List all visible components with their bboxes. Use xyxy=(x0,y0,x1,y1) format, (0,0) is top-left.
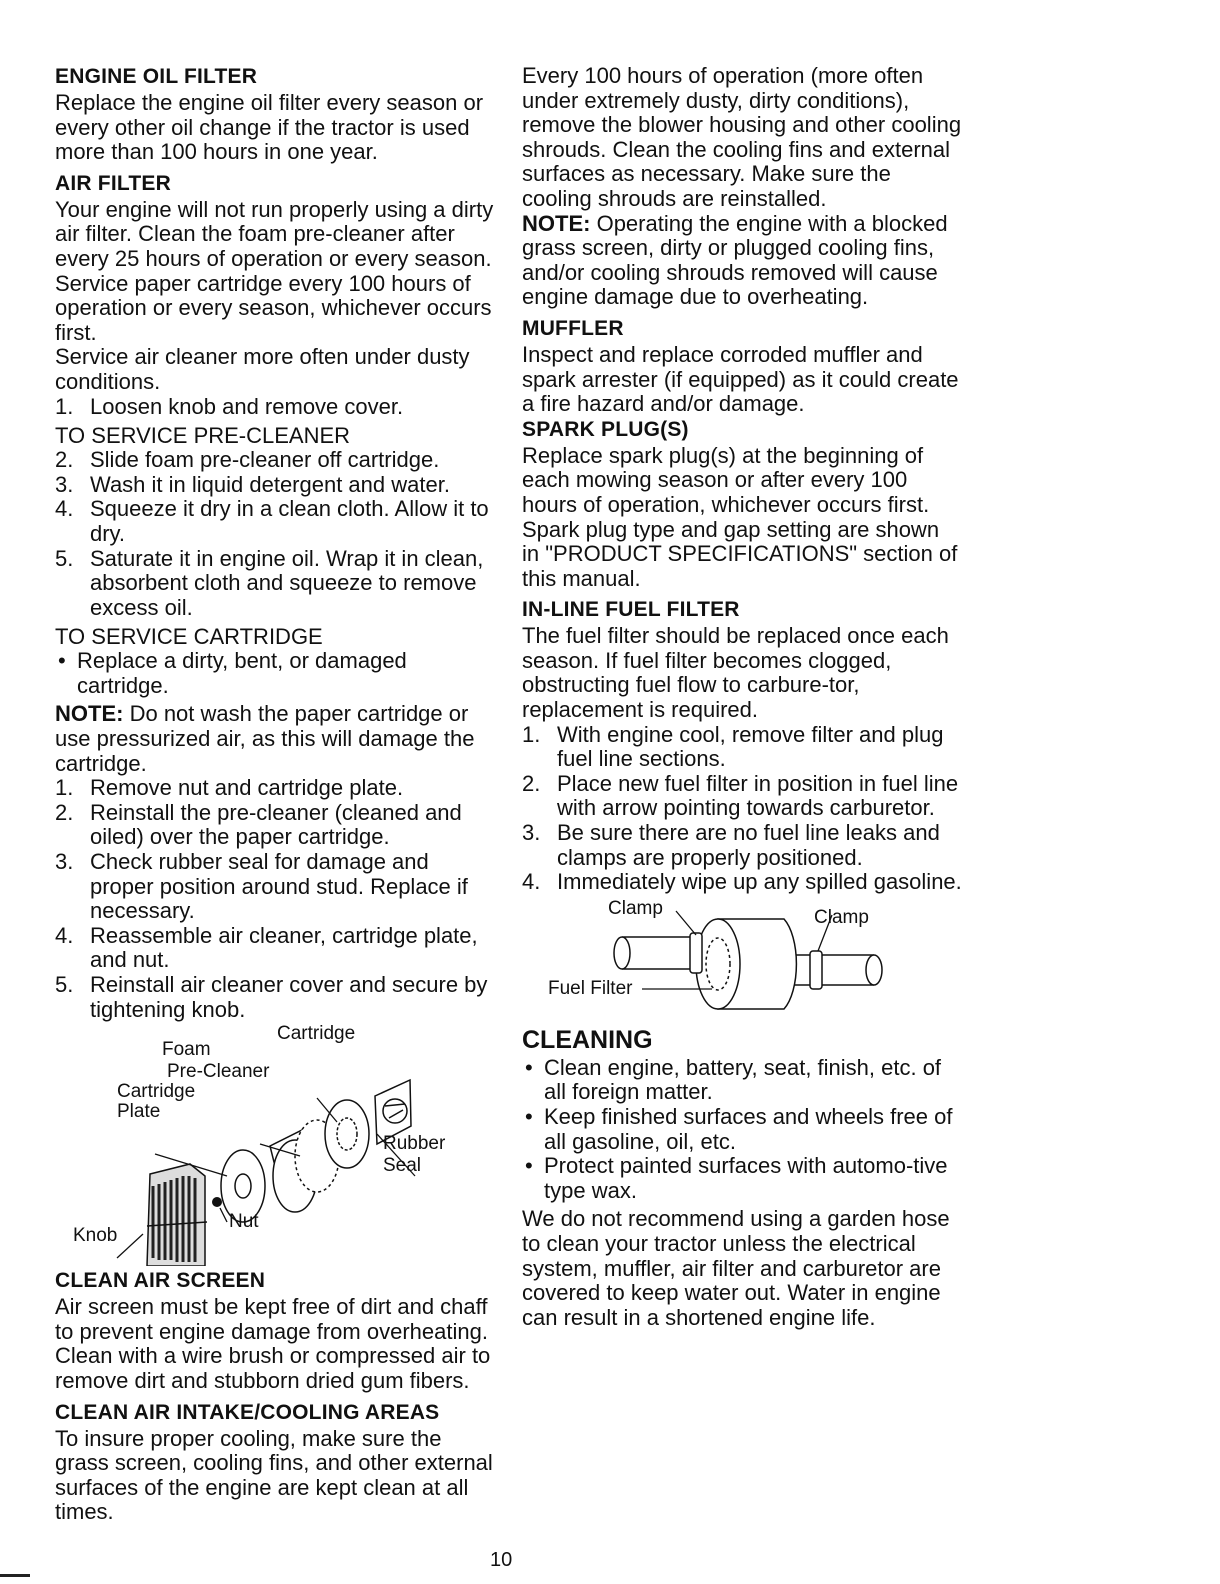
cartridge-steps xyxy=(55,776,495,1022)
bullet-icon: • xyxy=(525,1153,533,1179)
note-text: Do not wash the paper cartridge or use pressurized air, as this will damage the cartridge. xyxy=(55,701,475,776)
list-item: 2. Place new fuel filter in position in fuel line with arrow pointing towards carburetor. xyxy=(522,770,959,821)
pre-cleaner-heading: TO SERVICE PRE-CLEANER xyxy=(55,423,351,449)
nut-shape xyxy=(212,1197,222,1207)
pre-cleaner-steps xyxy=(55,448,495,620)
air-filter-dusty-text: Service air cleaner more often under dusty conditions. xyxy=(55,344,470,394)
label-cartridge-plate-1: Cartridge xyxy=(117,1081,196,1103)
clean-air-intake-heading: CLEAN AIR INTAKE/COOLING AREAS xyxy=(55,1400,440,1424)
list-item: 2. Reinstall the pre-cleaner (cleaned and oiled) over the paper cartridge. xyxy=(55,799,462,850)
air-filter-step1: Loosen knob and remove cover. xyxy=(90,393,404,419)
list-item: • Protect painted surfaces with automo-tive type wax. xyxy=(525,1153,948,1203)
clean-air-intake-text: To insure proper cooling, make sure the grass screen, cooling fins, and other external surfaces of the engine are kept clean at all times. xyxy=(55,1425,493,1525)
spark-plugs-text: Replace spark plug(s) at the beginning of each mowing season or after every 100 hours of operation, whichever occurs first. Spark plug type and gap setting are shown in "PRODUCT SPECIFICATIONS" section of this manual. xyxy=(522,442,958,591)
clamp-left-shape xyxy=(690,933,702,973)
fuel-filter-text: The fuel filter should be replaced once each season. If fuel filter becomes clogged, obstructing fuel flow to carbure-tor, replacement is required. xyxy=(522,623,949,723)
label-clamp-right: Clamp xyxy=(814,906,869,928)
fuel-line-right xyxy=(792,955,874,985)
cartridge-note xyxy=(55,702,495,776)
cleaning-bullets xyxy=(522,1056,962,1204)
clamp-right-shape xyxy=(810,951,822,989)
bullet-icon: • xyxy=(525,1054,533,1080)
cooling-intro-text: Every 100 hours of operation (more often under extremely dusty, dirty conditions), remove the blower housing and other cooling shrouds. Clean the cooling fins and external surfaces as necessary. Make sure the cooling shrouds are reinstalled. xyxy=(522,63,962,211)
note-label: NOTE: xyxy=(55,701,124,727)
engine-oil-filter-text: Replace the engine oil filter every season or every other oil change if the tractor is used more than 100 hours in one year. xyxy=(55,90,484,165)
bullet-icon: • xyxy=(525,1104,533,1129)
spark-plugs-heading: SPARK PLUG(S) xyxy=(522,417,689,441)
list-item: 3. Wash it in liquid detergent and water. xyxy=(55,471,450,497)
list-item: 2. Slide foam pre-cleaner off cartridge. xyxy=(55,447,440,473)
cartridge-bullets xyxy=(55,649,495,698)
cleaning-text: We do not recommend using a garden hose to clean your tractor unless the electrical system, muffler, air filter and carburetor are covered to keep water out. Water in engine can result in a shortened engine life. xyxy=(522,1206,950,1330)
list-item: 1. Remove nut and cartridge plate. xyxy=(55,775,404,801)
air-filter-diagram xyxy=(55,1023,495,1266)
list-item: 4. Squeeze it dry in a clean cloth. Allow it to dry. xyxy=(55,496,489,546)
air-filter-text: Your engine will not run properly using a dirty air filter. Clean the foam pre-cleaner after every 25 hours of operation or every season. Service paper cartridge every 100 hours of operation or every season, whichever occurs first. xyxy=(55,196,494,345)
page-edge-mark xyxy=(0,1574,30,1577)
page-number: 10 xyxy=(490,1549,513,1571)
list-item: 1. With engine cool, remove filter and plug fuel line sections. xyxy=(522,721,944,772)
engine-oil-filter-heading: ENGINE OIL FILTER xyxy=(55,65,258,88)
label-cartridge-plate-2: Plate xyxy=(117,1101,161,1123)
list-item: • Clean engine, battery, seat, finish, etc. of all foreign matter. xyxy=(525,1054,942,1105)
list-item: 5. Saturate it in engine oil. Wrap it in clean, absorbent cloth and squeeze to remove excess oil. xyxy=(55,545,484,620)
note-text: Operating the engine with a blocked grass screen, dirty or plugged cooling fins, and/or cooling shrouds removed will cause engine damage due to overheating. xyxy=(522,210,948,310)
list-item: 4. Reassemble air cleaner, cartridge plate, and nut. xyxy=(55,922,478,973)
fuel-line-right-end xyxy=(866,955,882,985)
cartridge xyxy=(325,1100,369,1168)
list-item: 4. Immediately wipe up any spilled gasoline. xyxy=(522,869,962,895)
label-nut: Nut xyxy=(229,1211,259,1233)
list-item: 3. Be sure there are no fuel line leaks and clamps are properly positioned. xyxy=(522,820,940,870)
cartridge-heading: TO SERVICE CARTRIDGE xyxy=(55,624,323,650)
left-column xyxy=(55,64,495,1531)
label-foam: Foam xyxy=(162,1039,211,1061)
label-pre-cleaner: Pre-Cleaner xyxy=(167,1061,270,1083)
cooling-note xyxy=(522,212,962,310)
air-cleaner-cover xyxy=(147,1164,207,1266)
list-item: 3. Check rubber seal for damage and proper position around stud. Replace if necessary. xyxy=(55,849,468,924)
clean-air-screen-text: Air screen must be kept free of dirt and chaff to prevent engine damage from overheating. Clean with a wire brush or compressed air to remove dirt and stubborn dried gum fibers. xyxy=(55,1294,491,1393)
label-rubber: Rubber xyxy=(383,1133,446,1155)
fuel-filter-heading: IN-LINE FUEL FILTER xyxy=(522,598,740,622)
fuel-line-left-end xyxy=(614,937,630,969)
muffler-text: Inspect and replace corroded muffler and spark arrester (if equipped) as it could create a fire hazard and/or damage. xyxy=(522,341,959,417)
clean-air-screen-heading: CLEAN AIR SCREEN xyxy=(55,1269,266,1293)
bullet-icon: • xyxy=(58,648,66,674)
label-cartridge: Cartridge xyxy=(277,1023,356,1045)
air-filter-heading: AIR FILTER xyxy=(55,171,171,195)
list-item: 5. Reinstall air cleaner cover and secure by tightening knob. xyxy=(55,972,488,1022)
fuel-filter-steps xyxy=(522,723,962,895)
label-knob: Knob xyxy=(73,1225,118,1247)
label-clamp-left: Clamp xyxy=(608,897,663,919)
list-item: • Keep finished surfaces and wheels free of all gasoline, oil, etc. xyxy=(525,1104,953,1154)
air-filter-step1-list xyxy=(55,395,495,420)
note-label: NOTE: xyxy=(522,210,591,236)
right-column xyxy=(522,64,962,1336)
cleaning-heading: CLEANING xyxy=(522,1025,653,1054)
list-item: 1. Loosen knob and remove cover. xyxy=(55,393,404,419)
label-fuel-filter: Fuel Filter xyxy=(548,977,633,999)
fuel-line-left xyxy=(622,937,700,969)
label-seal: Seal xyxy=(383,1155,422,1177)
list-item: • Replace a dirty, bent, or damaged cartridge. xyxy=(58,648,407,698)
muffler-heading: MUFFLER xyxy=(522,316,624,340)
fuel-filter-diagram xyxy=(522,899,962,1014)
